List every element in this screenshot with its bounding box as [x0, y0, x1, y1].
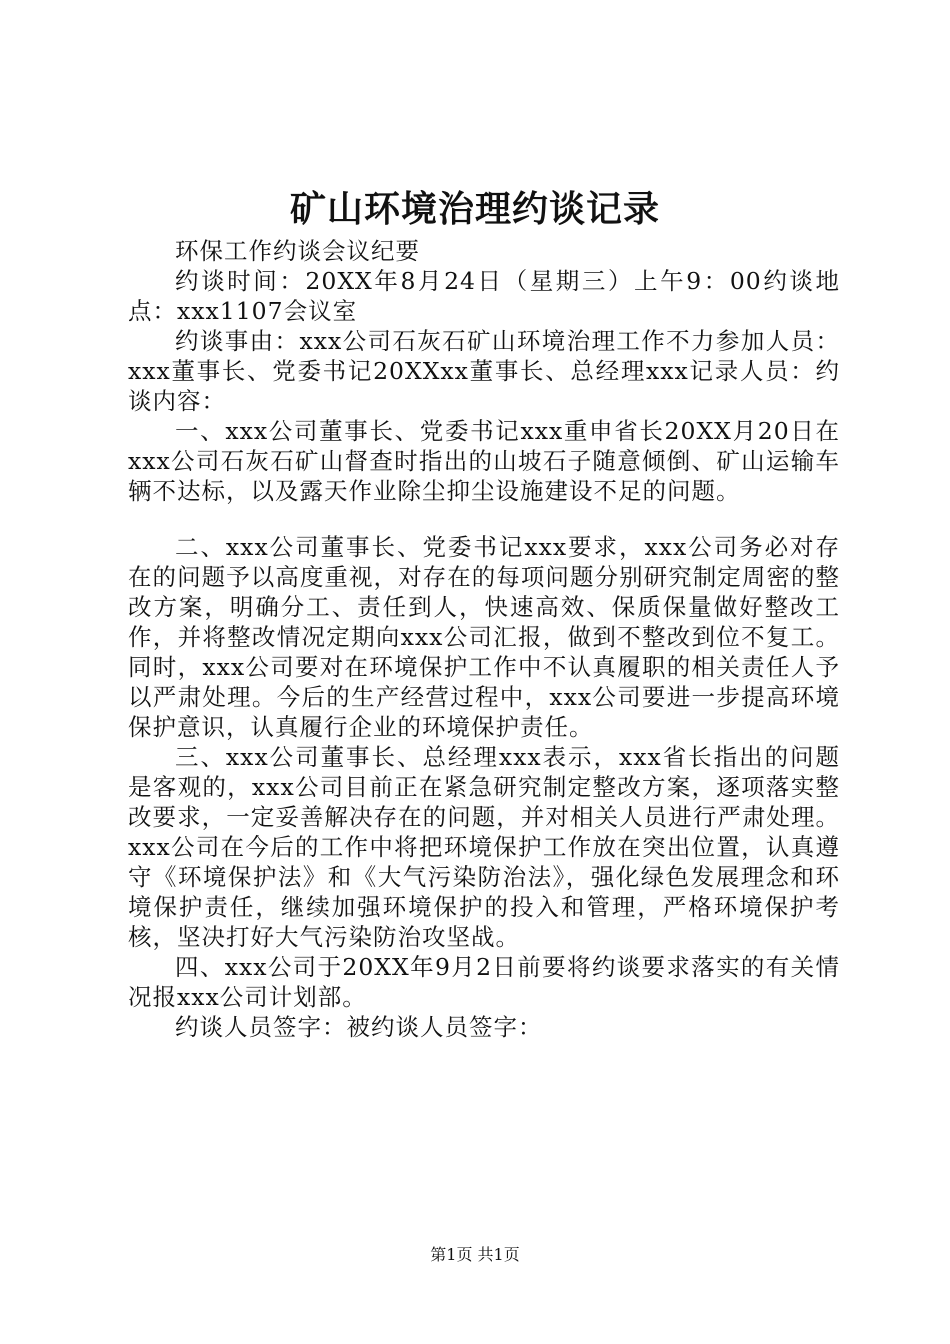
paragraph-reason-participants: 约谈事由：xxx公司石灰石矿山环境治理工作不力参加人员：xxx董事长、党委书记20XXxx董事长、总经理xxx记录人员：约谈内容： — [128, 327, 840, 415]
page-footer: 第1页 共1页 — [430, 1245, 520, 1264]
paragraph-item-2: 二、xxx公司董事长、党委书记xxx要求，xxx公司务必对存在的问题予以高度重视，对存在的每项问题分别研究制定周密的整改方案，明确分工、责任到人，快速高效、保质保量做好整改工作，并将整改情况定期向xxx公司汇报，做到不整改到位不复工。同时，xxx公司要对在环境保护工作中不认真履职的相关责任人予以严肃处理。今后的生产经营过程中，xxx公司要进一步提高环境保护意识，认真履行企业的环境保护责任。 — [128, 533, 840, 741]
document-title: 矿山环境治理约谈记录 — [289, 188, 660, 230]
paragraph-item-1: 一、xxx公司董事长、党委书记xxx重申省长20XX月20日在xxx公司石灰石矿山督查时指出的山坡石子随意倾倒、矿山运输车辆不达标，以及露天作业除尘抑尘设施建设不足的问题。 — [128, 417, 840, 505]
paragraph-time-location: 约谈时间：20XX年8月24日（星期三）上午9：00约谈地点：xxx1107会议室 — [128, 267, 840, 325]
paragraph-item-4: 四、xxx公司于20XX年9月2日前要将约谈要求落实的有关情况报xxx公司计划部。 — [128, 953, 840, 1011]
paragraph-signatures: 约谈人员签字：被约谈人员签字： — [175, 1013, 543, 1041]
document-body — [128, 236, 840, 1042]
paragraph-subtitle: 环保工作约谈会议纪要 — [175, 237, 420, 265]
paragraph-item-3: 三、xxx公司董事长、总经理xxx表示，xxx省长指出的问题是客观的，xxx公司目前正在紧急研究制定整改方案，逐项落实整改要求，一定妥善解决存在的问题，并对相关人员进行严肃处理。xxx公司在今后的工作中将把环境保护工作放在突出位置，认真遵守《环境保护法》和《大气污染防治法》，强化绿色发展理念和环境保护责任，继续加强环境保护的投入和管理，严格环境保护考核，坚决打好大气污染防治攻坚战。 — [128, 743, 840, 951]
